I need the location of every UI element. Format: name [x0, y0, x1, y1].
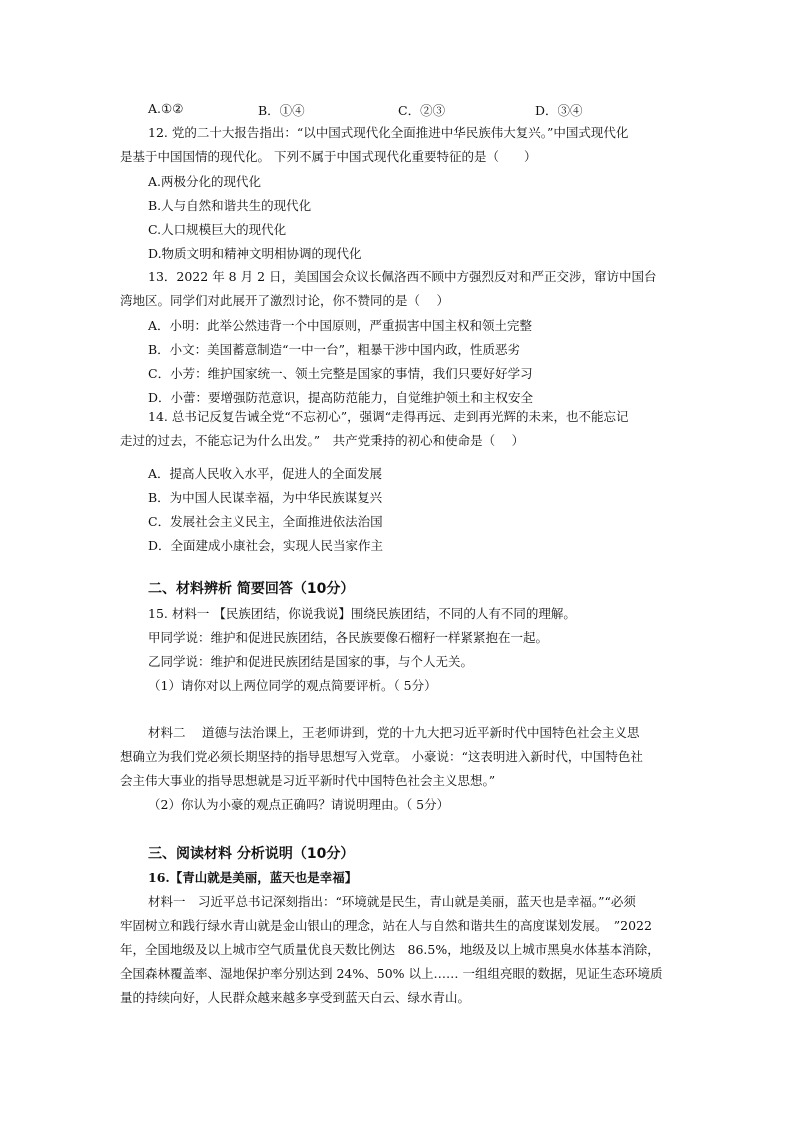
q16-material-1-line-4: 全国森林覆盖率、湿地保护率分别达到 24%、50% 以上…… 一组组亮眼的数据，见证生态环境质 — [120, 966, 663, 981]
q15-student-a: 甲同学说：维护和促进民族团结，各民族要像石榴籽一样紧紧抱在一起。 — [148, 630, 549, 645]
q14-stem-line-1: 14. 总书记反复告诫全党“不忘初心”，强调“走得再远、走到再光辉的未来，也不能忘记 — [148, 409, 629, 424]
q15-subquestion-2: （2）你认为小豪的观点正确吗？请说明理由。（ 5分） — [148, 797, 450, 812]
section-2-heading: 二、材料辨析 简要回答（10分） — [148, 581, 355, 597]
q12-stem-line-2: 是基于中国国情的现代化。 下列不属于中国式现代化重要特征的是（ ） — [120, 149, 537, 164]
q11-option-b: B．①④ — [258, 103, 305, 118]
q15-subquestion-1: （1）请你对以上两位同学的观点简要评析。（ 5分） — [148, 678, 437, 693]
q11-option-d: D．③④ — [535, 103, 583, 118]
q13-option-a: A．小明：此举公然违背一个中国原则，严重损害中国主权和领土完整 — [148, 318, 533, 333]
section-3-heading: 三、阅读材料 分析说明（10分） — [148, 846, 355, 862]
q15-material-2-line-1: 材料二 道德与法治课上，王老师讲到，党的十九大把习近平新时代中国特色社会主义思 — [148, 725, 640, 740]
q14-option-c: C．发展社会主义民主，全面推进依法治国 — [148, 514, 383, 529]
q13-option-d: D．小蕾：要增强防范意识，提高防范能力，自觉维护领土和主权安全 — [148, 390, 534, 405]
q13-option-c: C．小芳：维护国家统一、领土完整是国家的事情，我们只要好好学习 — [148, 366, 533, 381]
q15-material-2-line-3: 会主伟大事业的指导思想就是习近平新时代中国特色社会主义思想。” — [120, 773, 496, 788]
q13-stem-line-1: 13．2022 年 8 月 2 日，美国国会众议长佩洛西不顾中方强烈反对和严正交涉，窜访中国台 — [148, 269, 657, 284]
q16-title: 16.【青山就是美丽，蓝天也是幸福】 — [148, 870, 358, 885]
q12-option-b: B.人与自然和谐共生的现代化 — [148, 198, 312, 213]
q16-material-1-line-2: 牢固树立和践行绿水青山就是金山银山的理念，站在人与自然和谐共生的高度谋划发展。 ”2022 — [120, 918, 652, 933]
q11-option-c: C．②③ — [398, 103, 446, 118]
q15-material-2-line-2: 想确立为我们党必须长期坚持的指导思想写入党章。 小豪说：“这表明进入新时代，中国特色社 — [120, 749, 643, 764]
q14-option-b: B．为中国人民谋幸福，为中华民族谋复兴 — [148, 490, 383, 505]
q11-option-a: A.①② — [148, 101, 184, 116]
q12-option-a: A.两极分化的现代化 — [148, 174, 262, 189]
q12-option-c: C.人口规模巨大的现代化 — [148, 222, 287, 237]
q16-material-1-line-1: 材料一 习近平总书记深刻指出：“环境就是民生，青山就是美丽，蓝天也是幸福。”“必须 — [148, 894, 636, 909]
q14-stem-line-2: 走过的过去，不能忘记为什么出发。” 共产党秉持的初心和使命是（ ） — [120, 433, 525, 448]
q15-student-b: 乙同学说：维护和促进民族团结是国家的事，与个人无关。 — [148, 654, 474, 669]
q14-option-d: D．全面建成小康社会，实现人民当家作主 — [148, 538, 384, 553]
q13-option-b: B．小文：美国蓄意制造“一中一台”，粗暴干涉中国内政，性质恶劣 — [148, 342, 520, 357]
q16-material-1-line-3: 年，全国地级及以上城市空气质量优良天数比例达 86.5%，地级及以上城市黑臭水体基本消除， — [120, 942, 660, 957]
q15-material-1: 15. 材料一 【民族团结，你说我说】围绕民族团结，不同的人有不同的理解。 — [148, 606, 576, 621]
q12-option-d: D.物质文明和精神文明相协调的现代化 — [148, 246, 362, 261]
q14-option-a: A．提高人民收入水平，促进人的全面发展 — [148, 466, 383, 481]
q13-stem-line-2: 湾地区。同学们对此展开了激烈讨论，你不赞同的是（ ） — [120, 293, 449, 308]
q12-stem-line-1: 12. 党的二十大报告指出：“以中国式现代化全面推进中华民族伟大复兴。”中国式现代化 — [148, 125, 629, 140]
q16-material-1-line-5: 量的持续向好，人民群众越来越多享受到蓝天白云、绿水青山。 — [120, 990, 471, 1005]
